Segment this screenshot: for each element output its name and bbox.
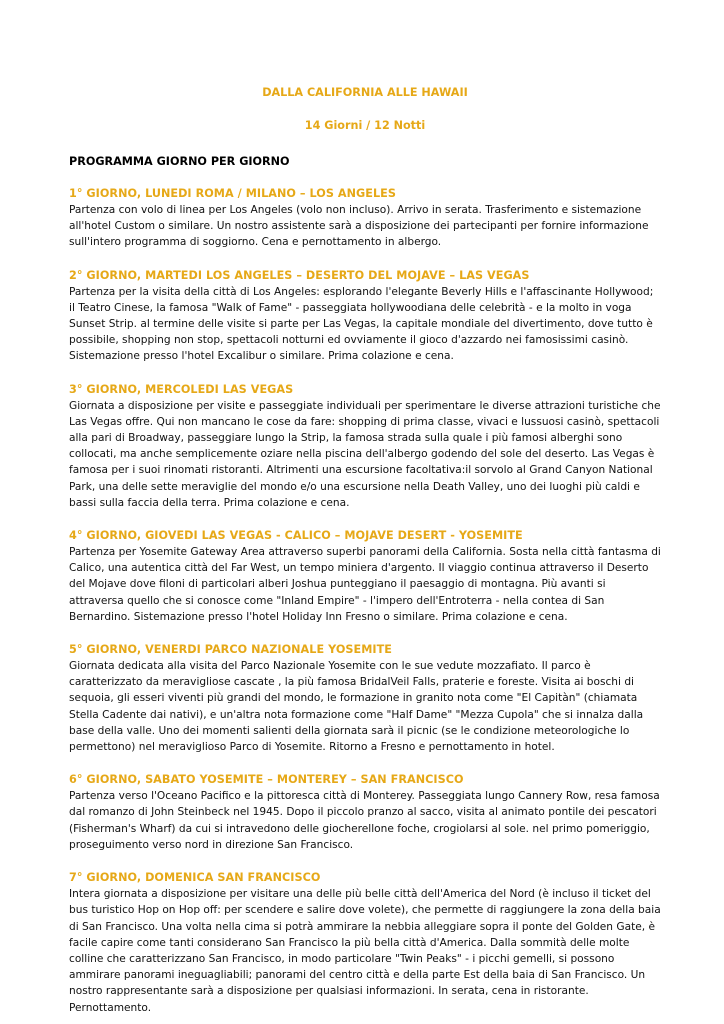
program-heading: PROGRAMMA GIORNO PER GIORNO	[69, 155, 290, 168]
day-description: Intera giornata a disposizione per visitare una delle più belle città dell'America del Nord (è incluso il ticket del bus turistico Hop on Hop off: per scendere e salire dove volete), che permette di raggiungere la zona della baia di San Francisco. Una volta nella cima si potrà ammirare la nebbia alleggiare sopra il ponte del Golden Gate, è facile capire come tanti considerano San Francisco la più bella città d'America. Dalla sommità delle molte colline che caratterizzano San Francisco, in modo particolare "Twin Peaks" - i picchi gemelli, si possono ammirare panorami ineguagliabili; panorami del centro città e della parte Est della baia di San Francisco. Un nostro rappresentante sarà a disposizione per qualsiasi informazioni. In serata, cena in ristorante. Pernottamento.	[69, 888, 661, 1014]
day-section-1	[69, 186, 661, 251]
day-section-2	[69, 268, 661, 365]
day-title: 3° GIORNO, MERCOLEDI LAS VEGAS	[69, 382, 294, 396]
day-section-4	[69, 528, 661, 625]
day-section-7	[69, 870, 661, 1016]
day-description: Partenza verso l'Oceano Pacifico e la pittoresca città di Monterey. Passeggiata lungo Cannery Row, resa famosa dal romanzo di John Steinbeck nel 1945. Dopo il piccolo pranzo al sacco, visita al animato pontile dei pescatori (Fisherman's Wharf) da cui si intravedono delle giocherellone foche, crogiolarsi al sole. nel primo pomeriggio, proseguimento verso nord in direzione San Francisco.	[69, 790, 660, 851]
day-title: 6° GIORNO, SABATO YOSEMITE – MONTEREY – SAN FRANCISCO	[69, 773, 464, 787]
day-description: Partenza con volo di linea per Los Angeles (volo non incluso). Arrivo in serata. Trasferimento e sistemazione all'hotel Custom o similare. Un nostro assistente sarà a disposizione dei partecipanti per fornire informazione sull'intero programma di soggiorno. Cena e pernottamento in albergo.	[69, 204, 649, 249]
day-title: 5° GIORNO, VENERDI PARCO NAZIONALE YOSEMITE	[69, 643, 392, 657]
day-title: 4° GIORNO, GIOVEDI LAS VEGAS - CALICO – MOJAVE DESERT - YOSEMITE	[69, 529, 523, 543]
day-title: 2° GIORNO, MARTEDI LOS ANGELES – DESERTO DEL MOJAVE – LAS VEGAS	[69, 268, 530, 282]
day-title: 7° GIORNO, DOMENICA SAN FRANCISCO	[69, 871, 321, 885]
day-description: Giornata dedicata alla visita del Parco Nazionale Yosemite con le sue vedute mozzafiato. Il parco è caratterizzato da meravigliose cascate , la più famosa BridalVeil Falls, praterie e foreste. Visita ai boschi di sequoia, gli esseri viventi più grandi del mondo, le formazione in granito nota come "El Capitàn" (chiamata Stella Cadente dai nativi), e un'altra nota formazione come "Half Dame" "Mezza Cupola" che si innalza dalla base della valle. Uno dei momenti salienti della giornata sarà il picnic (se le condizione meteorologiche lo permettono) nel meraviglioso Parco di Yosemite. Ritorno a Fresno e pernottamento in hotel.	[69, 660, 644, 754]
day-section-5	[69, 642, 661, 755]
document-page	[69, 86, 661, 1016]
document-title: DALLA CALIFORNIA ALLE HAWAII	[262, 86, 468, 99]
day-description: Giornata a disposizione per visite e passeggiate individuali per sperimentare le diverse attrazioni turistiche che Las Vegas offre. Qui non mancano le cose da fare: shopping di prima classe, vivaci e lussuosi casinò, spettacoli alla pari di Broadway, passeggiare lungo la Strip, la famosa strada sulla quale i più famosi alberghi sono collocati, ma anche semplicemente oziare nella piscina dell'albergo godendo del sole del deserto. Las Vegas è famosa per i suoi rinomati ristoranti. Altrimenti una escursione facoltativa:il sorvolo al Grand Canyon National Park, una delle sette meraviglie del mondo e/o una escursione nella Death Valley, uno dei luoghi più caldi e bassi sulla faccia della terra. Prima colazione e cena.	[69, 399, 661, 509]
day-section-6	[69, 772, 661, 853]
day-section-3	[69, 382, 661, 511]
day-title: 1° GIORNO, LUNEDI ROMA / MILANO – LOS ANGELES	[69, 187, 396, 200]
day-description: Partenza per la visita della città di Los Angeles: esplorando l'elegante Beverly Hills e l'affascinante Hollywood; il Teatro Cinese, la famosa "Walk of Fame" - passeggiata hollywoodiana delle celebrità - e la molto in voga Sunset Strip. al termine delle visite si parte per Las Vegas, la capitale mondiale del divertimento, dove tutto è possibile, shopping non stop, spettacoli notturni ed ovviamente il gioco d'azzardo nei famosissimi casinò. Sistemazione presso l'hotel Excalibur o similare. Prima colazione e cena.	[69, 285, 654, 363]
document-subtitle: 14 Giorni / 12 Notti	[304, 119, 426, 132]
day-description: Partenza per Yosemite Gateway Area attraverso superbi panorami della California. Sosta nella città fantasma di Calico, una autentica città del Far West, un tempo miniera d'argento. Il viaggio continua attraverso il Deserto del Mojave dove filoni di particolari alberi Joshua punteggiano il paesaggio di montagna. Più avanti si attraversa quello che si conosce come "Inland Empire" - l'impero dell'Entroterra - nella contea di San Bernardino. Sistemazione presso l'hotel Holiday Inn Fresno o similare. Prima colazione e cena.	[69, 546, 661, 623]
